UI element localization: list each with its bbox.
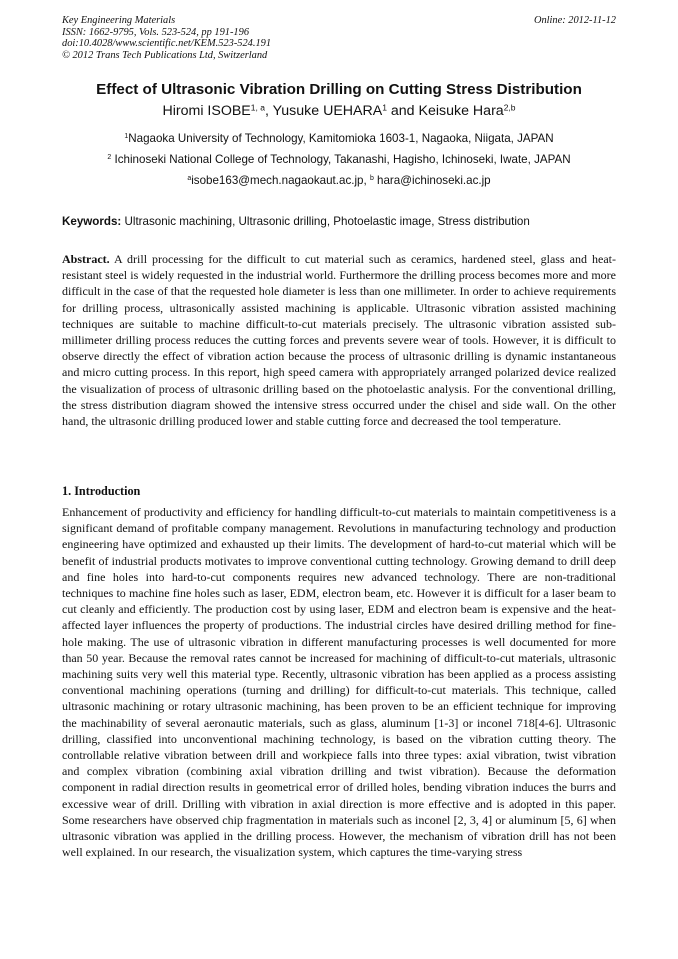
section-heading: 1. Introduction xyxy=(62,484,141,498)
introduction-paragraph: Enhancement of productivity and efficiency for handling difficult-to-cut materials to maintain competitiveness is a significant demand of profitable company management. Revolutions in manufacturing technology and production engineering have optimized and exhausted up their limits. The development of hard-to-cut material which will be benefit of industrial products motivates to improve conventional cutting technology. Growing demand to drill deep and fine holes into hard-to-cut components requires new advanced technology. There are non-traditional techniques to machine fine holes such as laser, EDM, electron beam, etc. However it is difficult for a laser beam to cut cleanly and efficiently. The production cost by using laser, EDM and electron beam is expensive and the heat-affected layer influences the property of productions. The industrial circles have desired drilling method for fine-hole making. The use of ultrasonic vibration in different manufacturing processes is well documented for more than 50 year. Because the removal rates cannot be increased for machining of difficult-to-cut materials, ultrasonic machining suits very well this material type. Recently, ultrasonic vibration has been applied as a process assisting conventional machining operations (turning and drilling) for difficult-to-cut materials. This technique, called ultrasonic machining or rotary ultrasonic machining, has been proven to be an efficient technique for improving the machinability of several aeronautic materials, such as glass, aluminum [1-3] or inconel 718[4-6]. Ultrasonic drilling, classified into unconventional machining technology, is based on the vibration cutting theory. The controllable relative vibration between drill and workpiece falls into three types: axial vibration, twist vibration and complex vibration (combining axial vibration drilling and twist vibration). Because the deformation component in radial direction results in geometrical error of drilled holes, bending vibration induces the burrs and excessive wear of drill. Drilling with vibration in axial direction is more effective and is adopted in this paper. Some researchers have observed chip fragmentation in materials such as inconel [2, 3, 4] or aluminum [5, 6] when ultrasonic vibration was applied in the drilling process. However, the mechanism of vibration drill has not been well explained. In our research, the visualization system, which captures the time-varying stress xyxy=(62,505,616,860)
online-date: Online: 2012-11-12 xyxy=(533,15,616,26)
affiliation-mark: 1 xyxy=(124,133,129,141)
abstract-text: A drill processing for the difficult to cut material such as ceramics, hardened steel, glass and heat-resistant steel is widely requested in the industrial world. Furthermore the drilling process becomes more and more difficult in the case of that the requested hole diameter is less than one millimeter. In order to achieve requirements for drilling process, ultrasonically assisted machining is applicable. Ultrasonic vibration assisted machining techniques are suitable to machine difficult-to-cut materials precisely. The ultrasonic vibration assisted sub-millimeter drilling process reduces the cutting forces and prevents severe wear of tools. However, it is difficult to observe directly the effect of vibration action because the process of ultrasonic drilling is dynamic instantaneous and micro cutting process. In this report, high speed camera with appropriately arranged polarized device realized the visualization of process of ultrasonic drilling based on the photoelastic analysis. For the conventional drilling, the stress distribution diagram showed the intensive stress occurred under the chisel and side wall. On the other hand, the ultrasonic drilling produced lower and stable cutting force and decreased the tool temperature. xyxy=(62,252,616,429)
doi-line[interactable]: doi:10.4028/www.scientific.net/KEM.523-524.191 xyxy=(62,38,272,50)
issn-line: ISSN: 1662-9795, Vols. 523-524, pp 191-196 xyxy=(62,26,250,38)
affiliation-text: Nagaoka University of Technology, Kamitomioka 1603-1, Nagaoka, Niigata, JAPAN xyxy=(128,132,554,145)
abstract-label: Abstract. xyxy=(62,252,110,266)
author-name: Hiromi ISOBE xyxy=(162,103,251,119)
abstract xyxy=(62,251,616,429)
email-link[interactable]: hara@ichinoseki.ac.jp xyxy=(373,174,491,187)
author-list xyxy=(62,102,616,120)
paper-title: Effect of Ultrasonic Vibration Drilling on Cutting Stress Distribution xyxy=(96,81,582,98)
author-separator: and xyxy=(386,103,419,119)
author-separator: , xyxy=(264,103,273,119)
author-name: Yusuke UEHARA xyxy=(272,103,383,119)
copyright-line: © 2012 Trans Tech Publications Ltd, Switzerland xyxy=(62,49,268,61)
author-affiliation-mark: 1, a xyxy=(250,102,265,113)
email-mark: a xyxy=(187,175,192,183)
affiliation-text: Ichinoseki National College of Technology, Takanashi, Hagisho, Ichinoseki, Iwate, JAPAN xyxy=(111,153,571,166)
email-link[interactable]: isobe163@mech.nagaokaut.ac.jp, xyxy=(191,174,370,187)
affiliation-2 xyxy=(62,153,616,167)
author-affiliation-mark: 2,b xyxy=(503,102,516,113)
author-name: Keisuke Hara xyxy=(418,103,504,119)
journal-header xyxy=(62,15,616,61)
affiliation-mark: 2 xyxy=(107,154,112,162)
keywords-label: Keywords: xyxy=(62,215,122,228)
keywords xyxy=(62,215,616,229)
author-affiliation-mark: 1 xyxy=(382,102,387,113)
journal-name: Key Engineering Materials xyxy=(62,15,176,26)
author-emails xyxy=(62,174,616,188)
affiliation-1 xyxy=(62,132,616,146)
keywords-text: Ultrasonic machining, Ultrasonic drilling, Photoelastic image, Stress distribution xyxy=(121,215,530,228)
email-mark: b xyxy=(369,175,374,183)
